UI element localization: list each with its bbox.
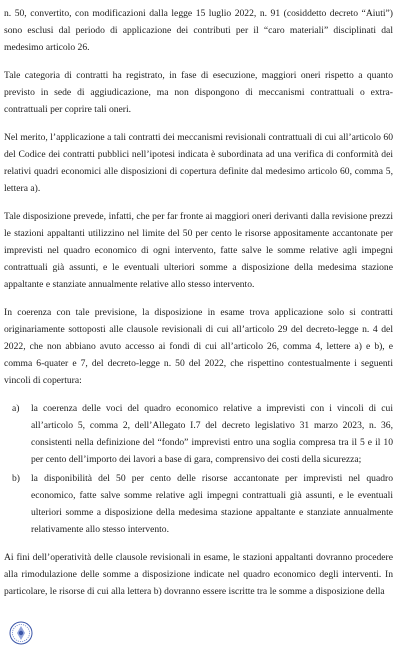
paragraph-closing: Ai fini dell’operatività delle clausole revisionali in esame, le stazioni appaltanti dovranno procedere alla rimodulazione delle somme a disposizione indicate nel quadro economico degli interventi. In particolare, le risorse di cui alla lettera b) dovranno essere iscritte tra le somme a disposizione della [4, 552, 393, 597]
paragraph-provision: Tale disposizione prevede, infatti, che per far fronte ai maggiori oneri derivanti dalla revisione prezzi le stazioni appaltanti utilizzino nel limite del 50 per cento le risorse appositamente accantonate per imprevisti nel quadro economico di ogni intervento, fatte salve le somme relative agli impegni contrattuali già assunti, e le eventuali ulteriori somme a disposizione della medesima stazione appaltante e stanziate annualmente relative allo stesso intervento. [4, 211, 393, 290]
paragraph-coherence: In coerenza con tale previsione, la disposizione in esame trova applicazione solo si contratti originariamente sottoposti alle clausole revisionali di cui all’articolo 29 del decreto-legge n. 4 del 2022, che non abbiano avuto accesso ai fondi di cui all’articolo 26, comma 4, lettere a) e b), e comma 6-quater e 7, del decreto-legge n. 50 del 2022, che rispettino contestualmente i seguenti vincoli di copertura: [4, 307, 393, 386]
list-marker: a) [12, 403, 20, 414]
list-item-text: la coerenza delle voci del quadro economico relative a imprevisti con i vincoli di cui all’articolo 5, comma 2, dell’Allegato I.7 del decreto legislativo 31 marzo 2023, n. 36, consistenti nella definizione del “fondo” imprevisti entro una soglia compresa tra il 5 e il 10 per cento dell’importo dei lavori a base di gara, comprensivo dei costi della sicurezza; [31, 403, 393, 465]
list-marker: b) [12, 473, 20, 484]
list-item [12, 470, 393, 538]
emblem-logo-icon [9, 621, 33, 645]
paragraph-category: Tale categoria di contratti ha registrato, in fase di esecuzione, maggiori oneri rispetto a quanto previsto in sede di aggiudicazione, ma non dispongono di meccanismi contrattuali o extra-contrattuali per coprire tali oneri. [4, 70, 393, 115]
constraints-list [4, 400, 393, 538]
list-item-text: la disponibilità del 50 per cento delle risorse accantonate per imprevisti nel quadro economico, fatte salve somme relative agli impegni contrattuali già assunti, e le eventuali ulteriori somme a disposizione della medesima stazione appaltante e stanziate annualmente relativamente allo stesso intervento. [31, 473, 393, 535]
list-item [12, 400, 393, 468]
paragraph-intro: n. 50, convertito, con modificazioni dalla legge 15 luglio 2022, n. 91 (cosiddetto decreto “Aiuti”) sono esclusi dal periodo di applicazione dei contributi per il “caro materiali” disciplinati dal medesimo articolo 26. [4, 8, 393, 53]
paragraph-merit: Nel merito, l’applicazione a tali contratti dei meccanismi revisionali contrattuali di cui all’articolo 60 del Codice dei contratti pubblici nell’ipotesi indicata è subordinata ad una verifica di conformità dei relativi quadri economici alle disposizioni di copertura definite dal medesimo articolo 60, comma 5, lettera a). [4, 132, 393, 194]
